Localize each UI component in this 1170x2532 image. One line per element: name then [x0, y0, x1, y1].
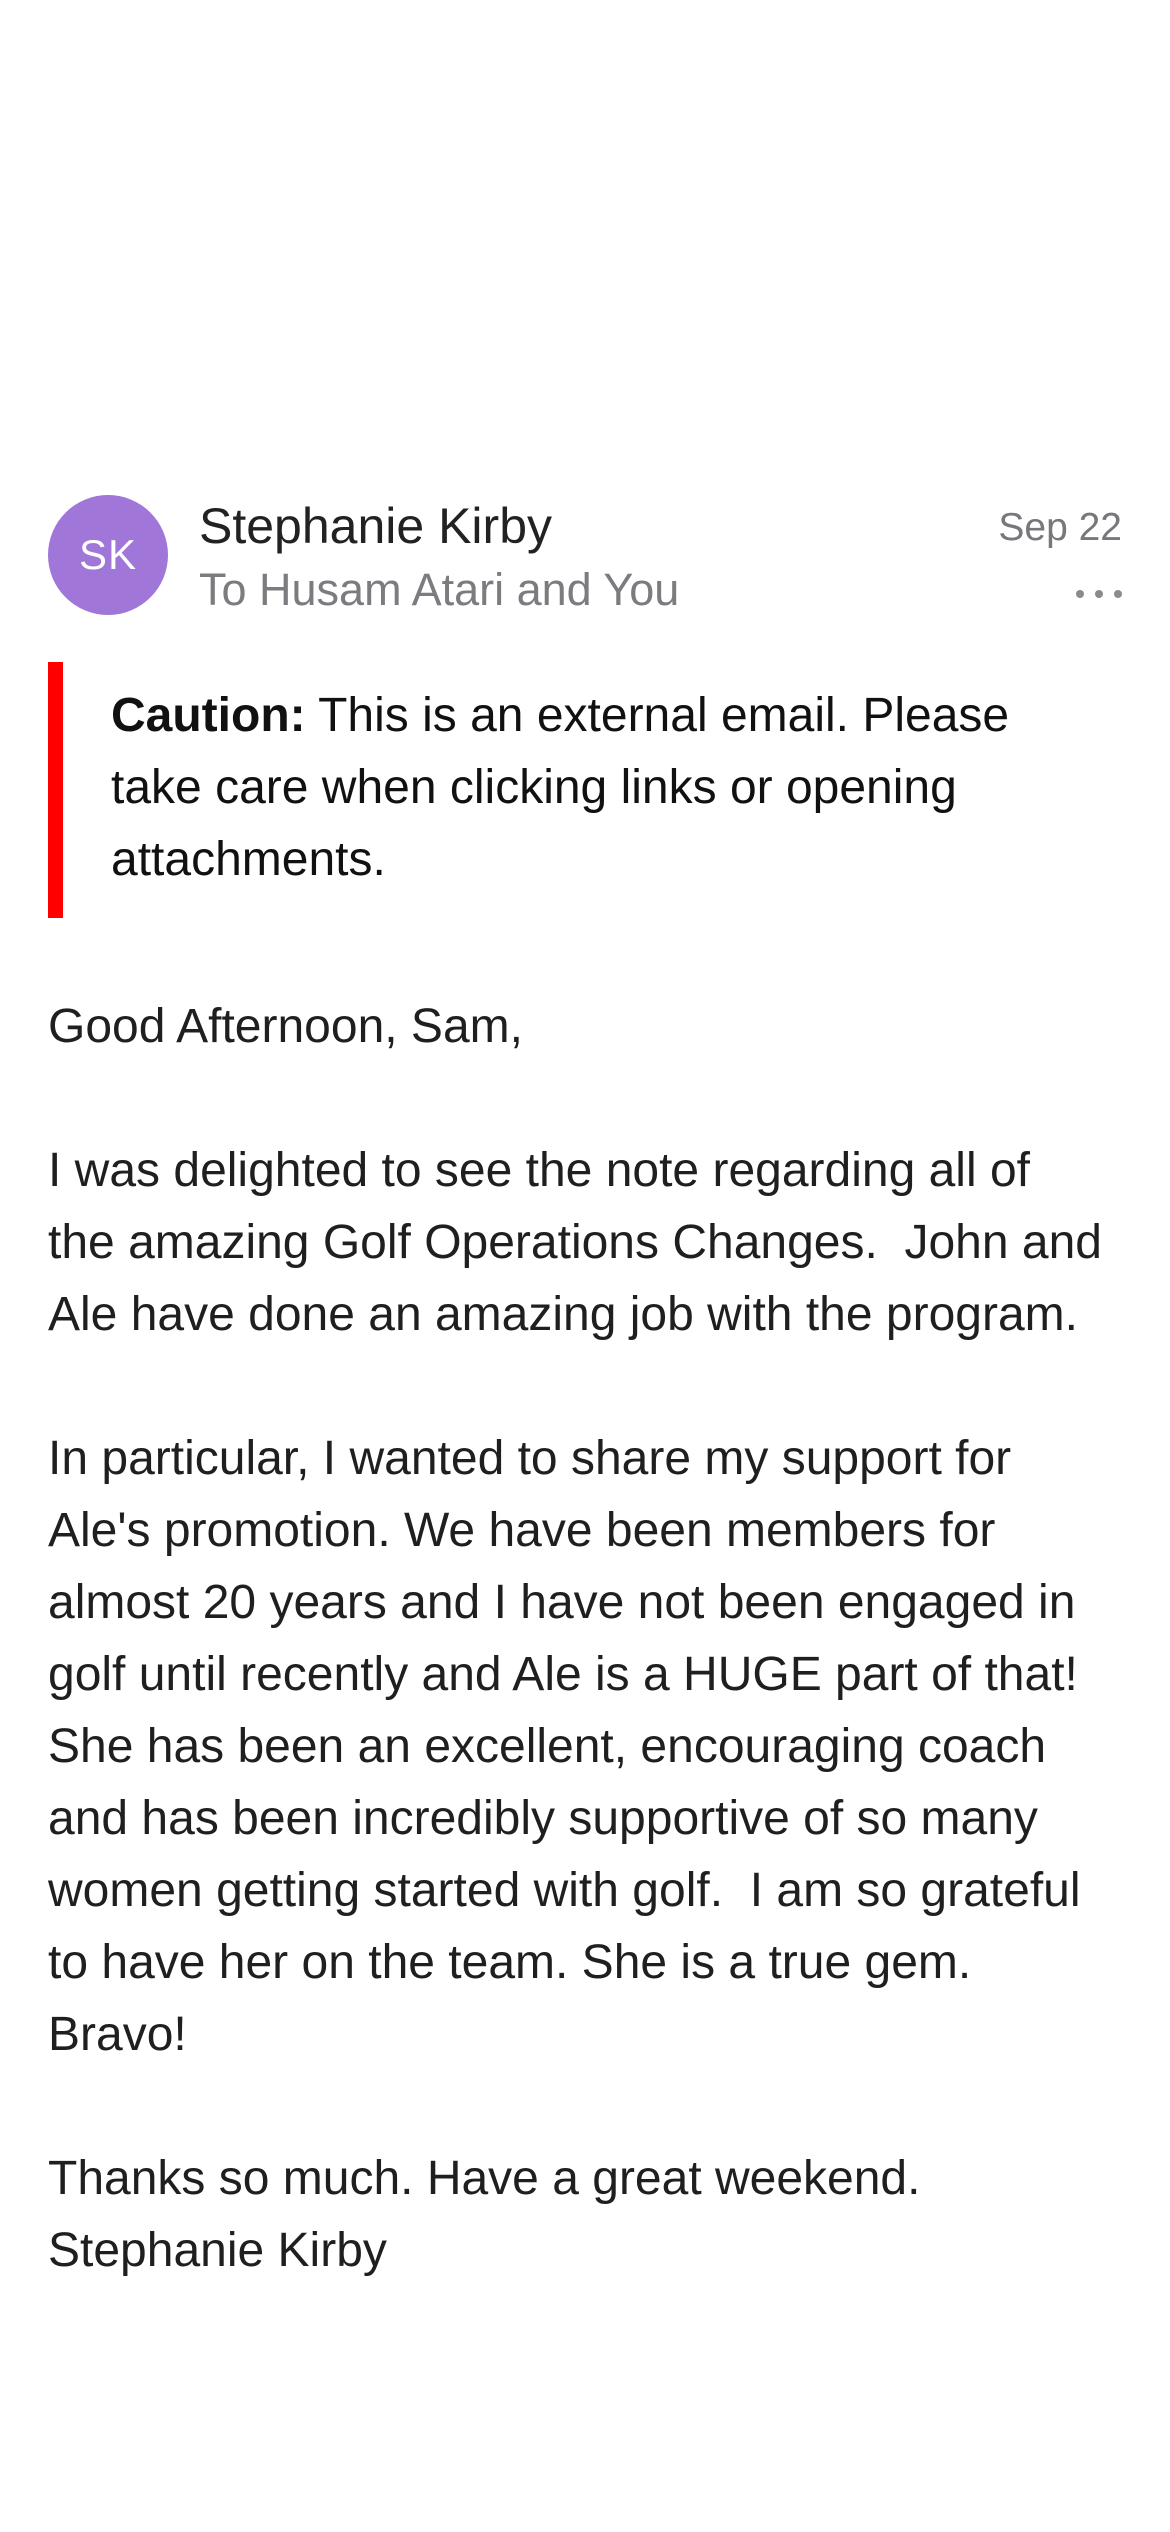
body-line: almost 20 years and I have not been engaged in [48, 1576, 1076, 1629]
external-email-warning [48, 662, 1108, 918]
body-line: I was delighted to see the note regarding all of [48, 1144, 1030, 1197]
body-line: women getting started with golf. I am so grateful [48, 1864, 1081, 1917]
email-date: Sep 22 [998, 506, 1122, 549]
body-line: Ale have done an amazing job with the program. [48, 1288, 1078, 1341]
body-line: Ale's promotion. We have been members for [48, 1504, 996, 1557]
more-dot-middle [1095, 590, 1103, 598]
warning-label: Caution: [111, 689, 306, 742]
body-line: She has been an excellent, encouraging coach [48, 1720, 1047, 1773]
body-line: the amazing Golf Operations Changes. John and [48, 1216, 1102, 1269]
body-line: In particular, I wanted to share my support for [48, 1432, 1012, 1485]
body-line: golf until recently and Ale is a HUGE part of that! [48, 1648, 1078, 1701]
body-line: Thanks so much. Have a great weekend. [48, 2152, 921, 2205]
sender-avatar[interactable] [48, 495, 168, 615]
more-options-icon[interactable] [1076, 585, 1122, 603]
body-spacer [48, 1063, 1128, 1135]
sender-initials: SK [78, 531, 138, 578]
more-dot-left [1076, 590, 1084, 598]
body-spacer [48, 1351, 1128, 1423]
body-line: Stephanie Kirby [48, 2224, 387, 2277]
warning-color-bar [48, 662, 63, 918]
body-spacer [48, 2071, 1128, 2143]
sender-name[interactable]: Stephanie Kirby [199, 498, 553, 554]
recipients-line[interactable]: To Husam Atari and You [199, 564, 680, 615]
body-line: to have her on the team. She is a true gem. [48, 1936, 972, 1989]
body-line: and has been incredibly supportive of so many [48, 1792, 1038, 1845]
warning-body: This is an external email. Please take care when clicking links or opening attachments. [111, 689, 1010, 886]
email-body [48, 991, 1128, 2287]
body-line: Bravo! [48, 2008, 187, 2061]
body-line: Good Afternoon, Sam, [48, 1000, 523, 1053]
more-dot-right [1114, 590, 1122, 598]
warning-message [111, 680, 1071, 896]
